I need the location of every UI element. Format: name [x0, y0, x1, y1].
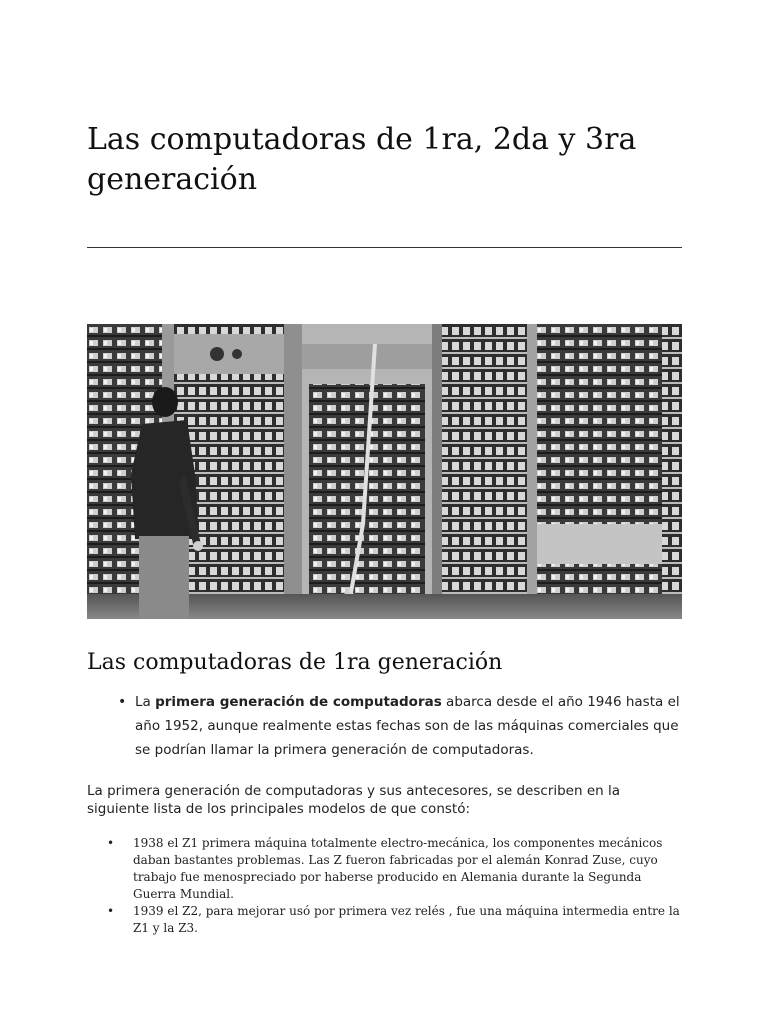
document-title: Las computadoras de 1ra, 2da y 3ra generación	[87, 122, 637, 197]
list-item	[87, 903, 687, 937]
list-item	[87, 690, 687, 762]
list-item	[87, 835, 687, 903]
body-paragraph: La primera generación de computadoras y sus antecesores, se describen en la siguiente lista de los principales modelos de que constó:	[87, 783, 621, 817]
computer-photo	[87, 324, 682, 619]
section-heading: Las computadoras de 1ra generación	[87, 650, 503, 675]
bullet-icon: •	[107, 904, 115, 918]
bullet-icon: •	[118, 694, 127, 710]
title-divider	[87, 247, 682, 248]
model-text: 1938 el Z1 primera máquina totalmente electro-mecánica, los componentes mecánicos daban bastantes problemas. Las Z fueron fabricadas por el alemán Konrad Zuse, cuyo trabajo fue menospreciado por haberse producido en Alemania durante la Segunda Guerra Mundial.	[133, 836, 663, 901]
model-text: 1939 el Z2, para mejorar usó por primera vez relés , fue una máquina intermedia entre la Z1 y la Z3.	[133, 904, 680, 935]
intro-rest: abarca desde el año 1946 hasta el año 1952, aunque realmente estas fechas son de las máquinas comerciales que se podrían llamar la primera generación de computadoras.	[135, 694, 680, 758]
models-list	[87, 835, 687, 937]
intro-bold-text: primera generación de computadoras	[155, 694, 442, 710]
intro-prefix: La	[135, 694, 156, 710]
intro-list	[87, 690, 687, 762]
bullet-icon: •	[107, 836, 115, 850]
